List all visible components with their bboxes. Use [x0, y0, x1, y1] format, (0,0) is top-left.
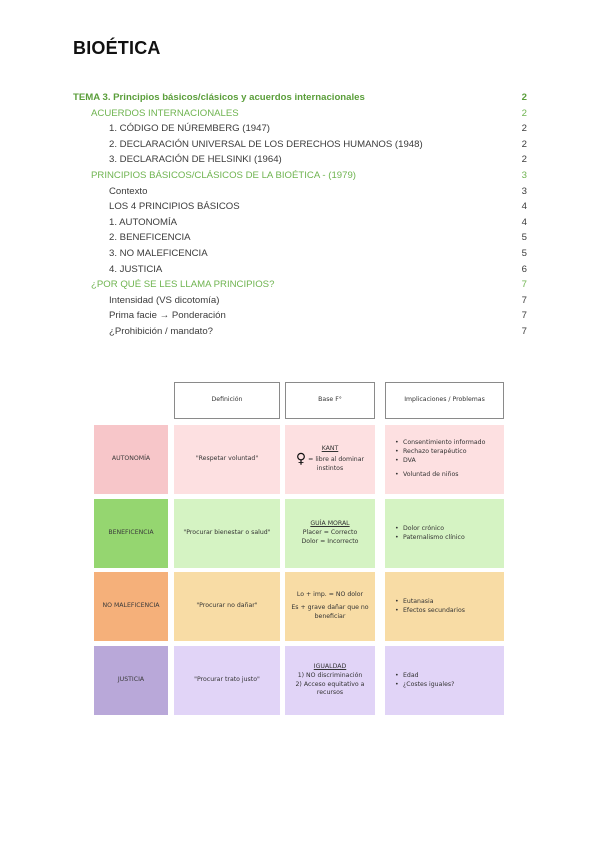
definition-cell: "Procurar trato justo" — [174, 646, 280, 715]
toc-entry[interactable] — [73, 168, 527, 184]
column-header: Implicaciones / Problemas — [385, 382, 504, 419]
base-line — [285, 604, 375, 622]
implication-item: • DVA — [395, 457, 485, 466]
toc-entry-label: 4. JUSTICIA — [109, 263, 163, 275]
definition-cell: "Respetar voluntad" — [174, 425, 280, 494]
toc-entry-page: 2 — [521, 92, 527, 103]
toc-entry-page: 4 — [521, 201, 527, 213]
column-header: Definición — [174, 382, 280, 419]
implications-list — [395, 672, 454, 690]
base-cell — [285, 646, 375, 715]
base-content — [296, 445, 364, 474]
row-header: AUTONOMÍA — [94, 425, 168, 494]
implications-cell — [385, 646, 504, 715]
toc-entry-label: LOS 4 PRINCIPIOS BÁSICOS — [109, 201, 240, 213]
toc-entry-page: 2 — [521, 123, 527, 135]
implication-item: • Rechazo terapéutico — [395, 448, 485, 457]
base-line — [296, 672, 365, 681]
base-line — [285, 591, 375, 600]
toc-entry-page: 2 — [521, 154, 527, 166]
implication-item: • Edad — [395, 672, 454, 681]
toc-entry-page: 7 — [521, 294, 527, 306]
toc-entry[interactable] — [73, 293, 527, 309]
base-line — [296, 681, 365, 690]
implications-list — [395, 598, 465, 616]
base-line-text: Placer = Correcto — [302, 529, 358, 536]
toc-entry-page: 7 — [521, 325, 527, 337]
toc-entry-page: 7 — [521, 310, 527, 322]
toc-entry[interactable] — [73, 90, 527, 106]
base-line-text: Dolor = Incorrecto — [301, 537, 359, 545]
base-line — [302, 538, 359, 547]
base-title: GUÍA MORAL — [310, 520, 350, 528]
base-line — [296, 689, 365, 698]
base-cell — [285, 499, 375, 568]
row-header: NO MALEFICENCIA — [94, 572, 168, 641]
row-header: JUSTICIA — [94, 646, 168, 715]
toc-entry[interactable] — [73, 215, 527, 231]
table-of-contents — [73, 90, 527, 340]
base-line-text: instintos — [316, 464, 344, 472]
implication-item: • Efectos secundarios — [395, 607, 465, 616]
toc-entry[interactable] — [73, 121, 527, 137]
base-line-text: = libre al dominar — [308, 456, 365, 463]
toc-entry-label: 1. CÓDIGO DE NÚREMBERG (1947) — [109, 123, 270, 135]
column-header: Base F° — [285, 382, 375, 419]
toc-entry-label: Prima facie → Ponderación — [109, 310, 226, 322]
toc-entry-page: 5 — [521, 247, 527, 259]
implication-item: • Voluntad de niños — [395, 471, 485, 480]
toc-entry[interactable] — [73, 106, 527, 122]
toc-entry-label: ¿POR QUÉ SE LES LLAMA PRINCIPIOS? — [91, 279, 275, 291]
toc-entry-label: PRINCIPIOS BÁSICOS/CLÁSICOS DE LA BIOÉTICA - (1979) — [91, 169, 356, 181]
toc-entry[interactable] — [73, 152, 527, 168]
toc-entry-label: 2. DECLARACIÓN UNIVERSAL DE LOS DERECHOS HUMANOS (1948) — [109, 138, 423, 150]
toc-entry-page: 3 — [521, 185, 527, 197]
implication-item: • Eutanasia — [395, 598, 465, 607]
definition-cell: "Procurar bienestar o salud" — [174, 499, 280, 568]
toc-entry-page: 2 — [521, 107, 527, 119]
implications-list — [395, 439, 485, 481]
toc-entry-label: TEMA 3. Principios básicos/clásicos y acuerdos internacionales — [73, 92, 365, 103]
toc-entry-page: 7 — [521, 279, 527, 291]
toc-entry[interactable] — [73, 230, 527, 246]
base-title: KANT — [321, 445, 339, 453]
implication-item: • Consentimiento informado — [395, 439, 485, 448]
toc-entry[interactable] — [73, 308, 527, 324]
implication-item: • ¿Costes iguales? — [395, 681, 454, 690]
toc-entry-label: ¿Prohibición / mandato? — [109, 325, 213, 337]
implications-cell — [385, 425, 504, 494]
toc-entry-label: Contexto — [109, 185, 148, 197]
definition-cell: "Procurar no dañar" — [174, 572, 280, 641]
implications-list — [395, 525, 465, 543]
toc-entry-label: 3. DECLARACIÓN DE HELSINKI (1964) — [109, 154, 282, 166]
base-line-text: Es + grave dañar que no beneficiar — [291, 604, 369, 620]
row-header: BENEFICENCIA — [94, 499, 168, 568]
toc-entry-page: 3 — [521, 169, 527, 181]
toc-entry-page: 6 — [521, 263, 527, 275]
base-content — [296, 663, 365, 699]
base-line — [296, 465, 364, 474]
toc-entry[interactable] — [73, 246, 527, 262]
base-content — [302, 520, 359, 547]
toc-entry[interactable] — [73, 277, 527, 293]
implication-item: • Dolor crónico — [395, 525, 465, 534]
base-line-text: Lo + imp. = NO dolor — [296, 591, 364, 599]
implications-cell — [385, 499, 504, 568]
toc-entry-label: 3. NO MALEFICENCIA — [109, 247, 208, 259]
base-title: IGUALDAD — [313, 662, 347, 670]
toc-entry-page: 2 — [521, 138, 527, 150]
base-cell — [285, 572, 375, 641]
base-line-text: 2) Acceso equitativo a — [295, 680, 365, 688]
toc-entry[interactable] — [73, 184, 527, 200]
person-icon: ♀ — [295, 451, 307, 467]
base-content — [285, 591, 375, 622]
base-line — [295, 451, 365, 467]
toc-entry[interactable] — [73, 137, 527, 153]
toc-entry-label: 1. AUTONOMÍA — [109, 216, 178, 228]
toc-entry-label: 2. BENEFICENCIA — [109, 232, 191, 244]
page-title: BIOÉTICA — [73, 38, 161, 58]
base-line-text: recursos — [316, 689, 344, 697]
toc-entry[interactable] — [73, 262, 527, 278]
toc-entry-label: ACUERDOS INTERNACIONALES — [91, 107, 239, 119]
implications-cell — [385, 572, 504, 641]
base-line — [302, 529, 359, 538]
toc-entry-page: 5 — [521, 232, 527, 244]
toc-entry[interactable] — [73, 199, 527, 215]
implication-item: • Paternalismo clínico — [395, 534, 465, 543]
toc-entry[interactable] — [73, 324, 527, 340]
base-cell — [285, 425, 375, 494]
base-line-text: 1) NO discriminación — [297, 671, 363, 679]
toc-entry-label: Intensidad (VS dicotomía) — [109, 294, 220, 306]
toc-entry-page: 4 — [521, 216, 527, 228]
